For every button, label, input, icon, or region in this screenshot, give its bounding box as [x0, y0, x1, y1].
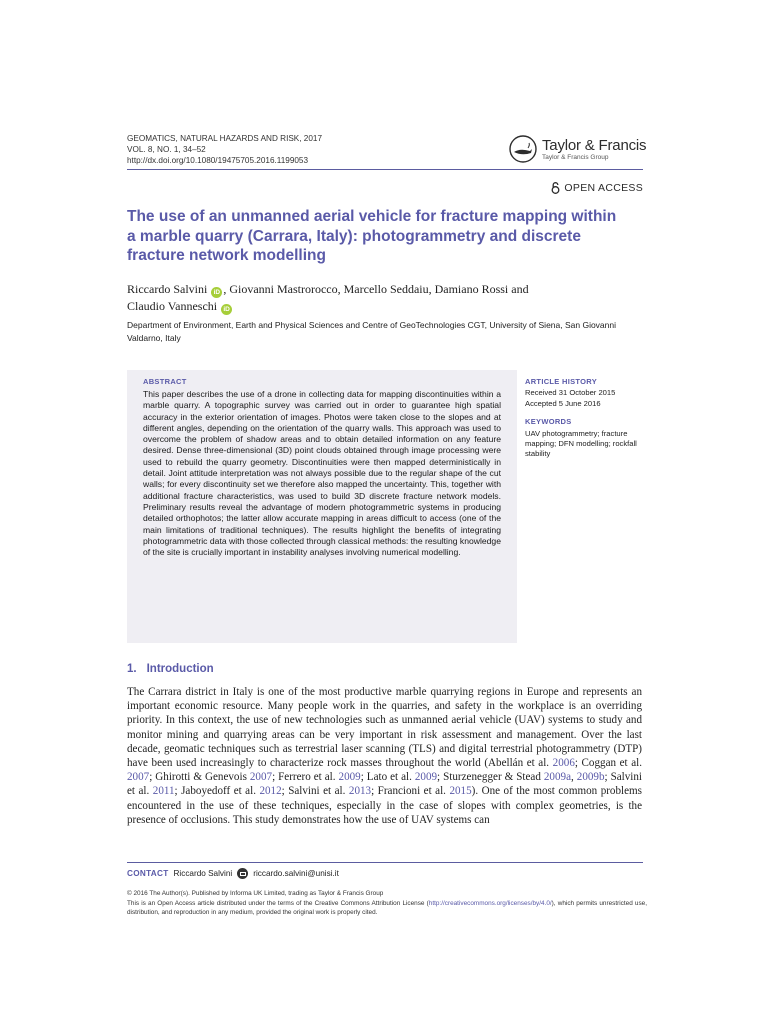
- journal-info: [127, 133, 322, 166]
- copyright-notice: © 2016 The Author(s). Published by Informa UK Limited, trading as Taylor & Francis Group: [127, 890, 384, 897]
- orcid-icon[interactable]: iD: [221, 304, 232, 315]
- abstract-text: This paper describes the use of a drone in collecting data for mapping discontinuities within a marble quarry. A topographic survey was carried out in order to guarantee high spatial accuracy in the exterior orientation of images. Photos were taken close to the slopes and at different angles, depending on the orientation of the quarry walls. This approach was used to overcome the problem of shadow areas and to obtain detailed information on any feature desired. Dense three-dimensional (3D) point clouds obtained through image processing were used to rebuild the quarry geometry. Discontinuities were then mapped deterministically in detail. Joint attitude interpretation was not always possible due to the regular shape of the cut walls; for every discontinuity set we therefore also mapped the uncertainty. This, together with additional fracture characteristics, was used to build 3D discrete fracture network models. Preliminary results reveal the advantage of modern photogrammetric systems in producing detailed orthophotos; the latter allow accurate mapping in areas difficult to access (one of the main limitations of traditional techniques). The results highlight the benefits of integrating photogrammetric data with those collected through classical methods: the resulting knowledge of the site is crucially important in instability analyses involving numerical modelling.: [143, 389, 501, 558]
- abstract-box: [127, 370, 517, 643]
- contact-line: [127, 868, 339, 879]
- author-list: [127, 281, 627, 315]
- publisher-group: Taylor & Francis Group: [542, 153, 609, 161]
- body-text-span: ; Sturzenegger & Stead: [437, 771, 544, 784]
- author-first[interactable]: Riccardo Salvini: [127, 282, 208, 296]
- keywords-heading: KEYWORDS: [525, 417, 572, 427]
- citation-link[interactable]: 2007: [127, 771, 150, 784]
- article-history-heading: ARTICLE HISTORY: [525, 377, 598, 386]
- journal-volume: VOL. 8, NO. 1, 34–52: [127, 145, 206, 154]
- received-date: Received 31 October 2015: [525, 388, 616, 398]
- license-notice: [127, 899, 647, 917]
- body-text-span: ; Lato et al.: [360, 771, 415, 784]
- abstract-heading: ABSTRACT: [143, 377, 187, 386]
- citation-link[interactable]: 2009: [414, 771, 438, 784]
- section-number: 1.: [127, 663, 137, 675]
- citation-link[interactable]: 2007: [249, 771, 273, 784]
- body-text-span: ). One of the most common problems encountered in the use of these techniques, especially in the case of slopes with complex geometries, is the presence of occlusions. This study demonstrates how the use of UAV systems can: [127, 785, 642, 826]
- lamp-icon: [508, 135, 538, 163]
- body-text-span: ; Jaboyedoff et al.: [174, 785, 260, 798]
- body-text-span: ; Salvini et al.: [281, 785, 349, 798]
- citation-link[interactable]: 2009: [338, 771, 361, 784]
- body-text-span: ; Salvini et al.: [127, 771, 643, 798]
- body-text-span: ; Coggan et al.: [574, 757, 642, 770]
- license-link[interactable]: http://creativecommons.org/licenses/by/4.0/: [428, 900, 552, 907]
- section-heading: [127, 663, 214, 675]
- open-access-badge: [551, 182, 643, 194]
- contact-label: CONTACT: [127, 869, 169, 878]
- accepted-date: Accepted 5 June 2016: [525, 398, 601, 408]
- citation-link[interactable]: 2009a: [543, 771, 571, 784]
- author-middle: , Giovanni Mastrorocco, Marcello Seddaiu, Damiano Rossi and: [223, 282, 529, 296]
- header-divider: [127, 169, 643, 170]
- license-text-span: ), which permits unrestricted use, distribution, and reproduction in any medium, provided the original work is properly cited.: [127, 900, 647, 916]
- body-text-span: ; Francioni et al.: [371, 785, 450, 798]
- body-text-span: ; Ferrero et al.: [272, 771, 339, 784]
- license-text-span: This is an Open Access article distributed under the terms of the Creative Commons Attribution License (: [127, 900, 429, 907]
- body-paragraph: [127, 685, 642, 827]
- footer-divider: [127, 862, 643, 863]
- article-sidebar: [525, 377, 655, 460]
- citation-link[interactable]: 2009b: [576, 771, 605, 784]
- keywords-text: UAV photogrammetry; fracture mapping; DFN modelling; rockfall stability: [525, 428, 637, 459]
- article-title: The use of an unmanned aerial vehicle for fracture mapping within a marble quarry (Carrara, Italy): photogrammetry and discrete fracture network modelling: [127, 208, 617, 264]
- publisher-logo: [508, 135, 646, 163]
- contact-email[interactable]: riccardo.salvini@unisi.it: [253, 869, 339, 878]
- citation-link[interactable]: 2015: [449, 785, 472, 798]
- email-icon: [237, 868, 248, 879]
- citation-link[interactable]: 2011: [152, 785, 175, 798]
- publisher-name: Taylor & Francis: [542, 136, 647, 154]
- section-title: Introduction: [146, 663, 214, 675]
- open-lock-icon: [551, 182, 560, 194]
- doi-link[interactable]: http://dx.doi.org/10.1080/19475705.2016.1199053: [127, 156, 309, 165]
- journal-name: GEOMATICS, NATURAL HAZARDS AND RISK, 2017: [127, 134, 323, 143]
- citation-link[interactable]: 2013: [348, 785, 372, 798]
- body-text-span: The Carrara district in Italy is one of the most productive marble quarrying regions in Europe and represents an important economic resource. Many people work in the quarries, and safety in the workplace is an overriding priority. In this context, the use of new technologies such as unmanned aerial vehicle (UAV) systems to study and monitor mining and quarrying areas can be very important in risk assessment and management. Over the last decade, geomatic techniques such as terrestrial laser scanning (TLS) and digital terrestrial photogrammetry (DTP) have been used increasingly to characterize rock masses throughout the world (Abellán et al.: [127, 686, 642, 770]
- citation-link[interactable]: 2012: [259, 785, 282, 798]
- open-access-label: OPEN ACCESS: [564, 182, 643, 194]
- contact-name: Riccardo Salvini: [173, 869, 233, 878]
- citation-link[interactable]: 2006: [552, 757, 575, 770]
- author-last[interactable]: Claudio Vanneschi: [127, 299, 218, 313]
- body-text-span: ; Ghirotti & Genevois: [149, 771, 250, 784]
- affiliation: Department of Environment, Earth and Physical Sciences and Centre of GeoTechnologies CGT, University of Siena, San Giovanni Valdarno, Italy: [127, 320, 617, 343]
- orcid-icon[interactable]: iD: [211, 287, 222, 298]
- body-text-span: ,: [571, 771, 577, 784]
